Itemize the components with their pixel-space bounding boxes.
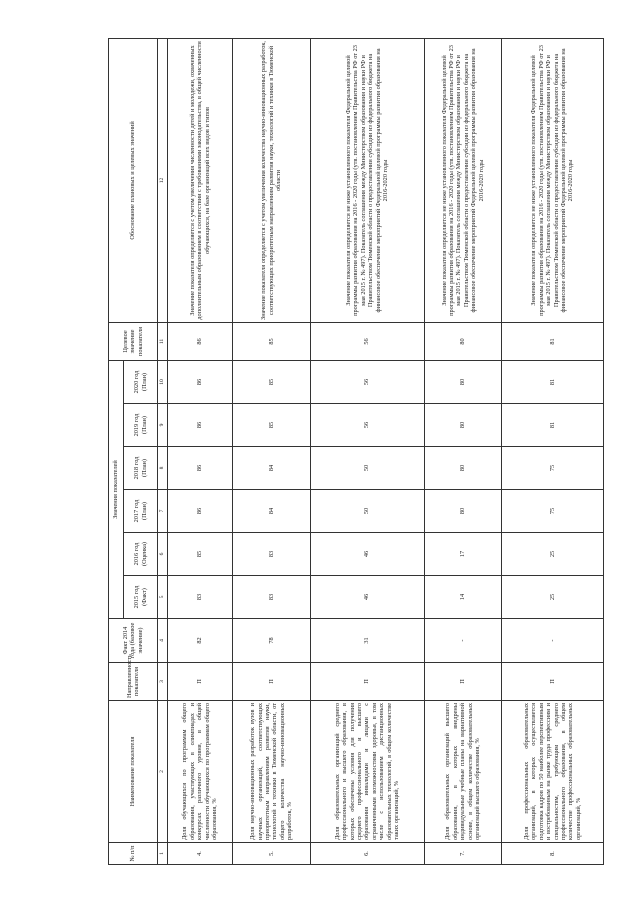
col-number: 4	[158, 619, 168, 663]
direction-value: П	[233, 663, 311, 701]
value-2015: 14	[424, 576, 502, 619]
base-value: -	[424, 619, 502, 663]
target-value: 80	[424, 322, 502, 360]
direction-value: П	[424, 663, 502, 701]
table-row	[310, 38, 424, 864]
header-base: Факт 2014 года (базовое значение)	[109, 619, 158, 663]
col-number: 11	[158, 322, 168, 360]
value-2019: 80	[424, 404, 502, 447]
indicator-name: Доля обучающихся по программам общего образования, участвующих в олимпиадах и конкурсах различного уровня, в общей численности обучающихся по программам общего образования, %	[167, 701, 232, 843]
rotated-page	[108, 39, 604, 865]
header-direction: Направленность показателя	[109, 663, 158, 701]
row-number: 8.	[502, 843, 604, 865]
header-values-group: Значения показателей	[109, 360, 124, 618]
value-2015: 83	[233, 576, 311, 619]
basis-text: Значение показателя определяется не ниже установленного показателя Федеральной целевой программы развития образования на 2016 - 2020 годы (утв. постановлением Правительства РФ от 23 мая 2015 г. № 497). Показатель соглашения между Министерством образования и науки РФ и Правительством Тюменской области о предоставлении субсидии из федерального бюджета на финансовое обеспечение мероприятий Федеральной целевой программы развития образования на 2016-2020 годы	[502, 38, 604, 322]
col-number: 7	[158, 490, 168, 533]
header-name: Наименование показателя	[109, 701, 158, 843]
col-number: 5	[158, 576, 168, 619]
value-2020: 86	[167, 360, 232, 403]
value-2018: 75	[502, 447, 604, 490]
value-2017: 84	[233, 490, 311, 533]
table-row	[167, 38, 232, 864]
col-number: 1	[158, 843, 168, 865]
target-value: 56	[310, 322, 424, 360]
header-2017: 2017 год (План)	[124, 490, 158, 533]
col-number: 12	[158, 38, 168, 322]
col-number: 9	[158, 404, 168, 447]
base-value: -	[502, 619, 604, 663]
value-2018: 86	[167, 447, 232, 490]
value-2017: 86	[167, 490, 232, 533]
value-2019: 56	[310, 404, 424, 447]
value-2016: 83	[233, 533, 311, 576]
base-value: 31	[310, 619, 424, 663]
value-2016: 25	[502, 533, 604, 576]
value-2016: 85	[167, 533, 232, 576]
direction-value: П	[310, 663, 424, 701]
value-2016: 17	[424, 533, 502, 576]
table-row	[233, 38, 311, 864]
indicators-table	[108, 38, 604, 865]
indicator-name: Доля профессиональных образовательных организаций, в которых осуществляется подготовка кадров по 50 наиболее перспективным и востребованным на рынке труда профессиям и специальностям, требующим среднего профессионального образования, в общем количестве профессиональных образовательных организаций, %	[502, 701, 604, 843]
value-2015: 25	[502, 576, 604, 619]
target-value: 86	[167, 322, 232, 360]
value-2015: 46	[310, 576, 424, 619]
value-2018: 80	[424, 447, 502, 490]
row-number: 7.	[424, 843, 502, 865]
indicator-name: Доля образовательных организаций высшего образования, в которых внедрены индивидуальные учебные планы на вариативной основе, в общем количестве образовательных организаций высшего образования, %	[424, 701, 502, 843]
value-2018: 84	[233, 447, 311, 490]
value-2020: 80	[424, 360, 502, 403]
basis-text: Значение показателя определяется с учетом увеличения численности детей и молодежи, охваченных дополнительным образованием в соответствии с требованиями законодательства, в общей численности обучающихся, на базе организаций всех видов и типов	[167, 38, 232, 322]
header-2018: 2018 год (План)	[124, 447, 158, 490]
header-2020: 2020 год (План)	[124, 360, 158, 403]
value-2017: 50	[310, 490, 424, 533]
basis-text: Значение показателя определяется не ниже установленного показателя Федеральной целевой программы развития образования на 2016 - 2020 годы (утв. постановлением Правительства РФ от 23 мая 2015 г. № 497). Показатель соглашения между Министерством образования и науки РФ и Правительством Тюменской области о предоставлении субсидии из федерального бюджета на финансовое обеспечение мероприятий Федеральной целевой программы развития образования на 2016-2020 годы	[310, 38, 424, 322]
header-2015: 2015 год (Факт)	[124, 576, 158, 619]
indicator-name: Доля научно-инновационных разработок вузов и научных организаций, соответствующих приоритетным направлениям развития науки, технологий и техники в Тюменской области, от общего количества научно-инновационных разработок, %	[233, 701, 311, 843]
value-2020: 85	[233, 360, 311, 403]
target-value: 85	[233, 322, 311, 360]
header-target: Целевое значение показателя	[109, 322, 158, 360]
col-number: 8	[158, 447, 168, 490]
col-number: 6	[158, 533, 168, 576]
value-2017: 75	[502, 490, 604, 533]
row-number: 4.	[167, 843, 232, 865]
value-2018: 50	[310, 447, 424, 490]
header-basis: Обоснование плановых и целевых значений	[109, 38, 158, 322]
row-number: 6.	[310, 843, 424, 865]
indicator-name: Доля образовательных организаций среднего профессионального и высшего образования, в которых обеспечены условия для получения среднего профессионального и высшего образования инвалидами и лицами с ограниченными возможностями здоровья, в том числе с использованием дистанционных образовательных технологий, в общем количестве таких организаций, %	[310, 701, 424, 843]
value-2017: 80	[424, 490, 502, 533]
value-2015: 83	[167, 576, 232, 619]
col-number: 2	[158, 701, 168, 843]
value-2019: 85	[233, 404, 311, 447]
base-value: 78	[233, 619, 311, 663]
basis-text: Значение показателя определяется с учетом увеличения количества научно-инновационных разработок, соответствующих приоритетным направлениям развития науки, технологий и техники в Тюменской области	[233, 38, 311, 322]
row-number: 5.	[233, 843, 311, 865]
basis-text: Значение показателя определяется не ниже установленного показателя Федеральной целевой программы развития образования на 2016 - 2020 годы (утв. постановлением Правительства РФ от 23 мая 2015 г. № 497). Показатель соглашения между Министерством образования и науки РФ и Правительством Тюменской области о предоставлении субсидии из федерального бюджета на финансовое обеспечение мероприятий Федеральной целевой программы развития образования на 2016-2020 годы	[424, 38, 502, 322]
target-value: 81	[502, 322, 604, 360]
header-2016: 2016 год (Оценка)	[124, 533, 158, 576]
direction-value: П	[167, 663, 232, 701]
direction-value: П	[502, 663, 604, 701]
value-2019: 81	[502, 404, 604, 447]
col-number: 10	[158, 360, 168, 403]
header-num: № п/п	[109, 843, 158, 865]
value-2020: 56	[310, 360, 424, 403]
table-row	[502, 38, 604, 864]
value-2019: 86	[167, 404, 232, 447]
table-row	[424, 38, 502, 864]
value-2020: 81	[502, 360, 604, 403]
header-2019: 2019 год (План)	[124, 404, 158, 447]
col-number: 3	[158, 663, 168, 701]
value-2016: 46	[310, 533, 424, 576]
base-value: 82	[167, 619, 232, 663]
